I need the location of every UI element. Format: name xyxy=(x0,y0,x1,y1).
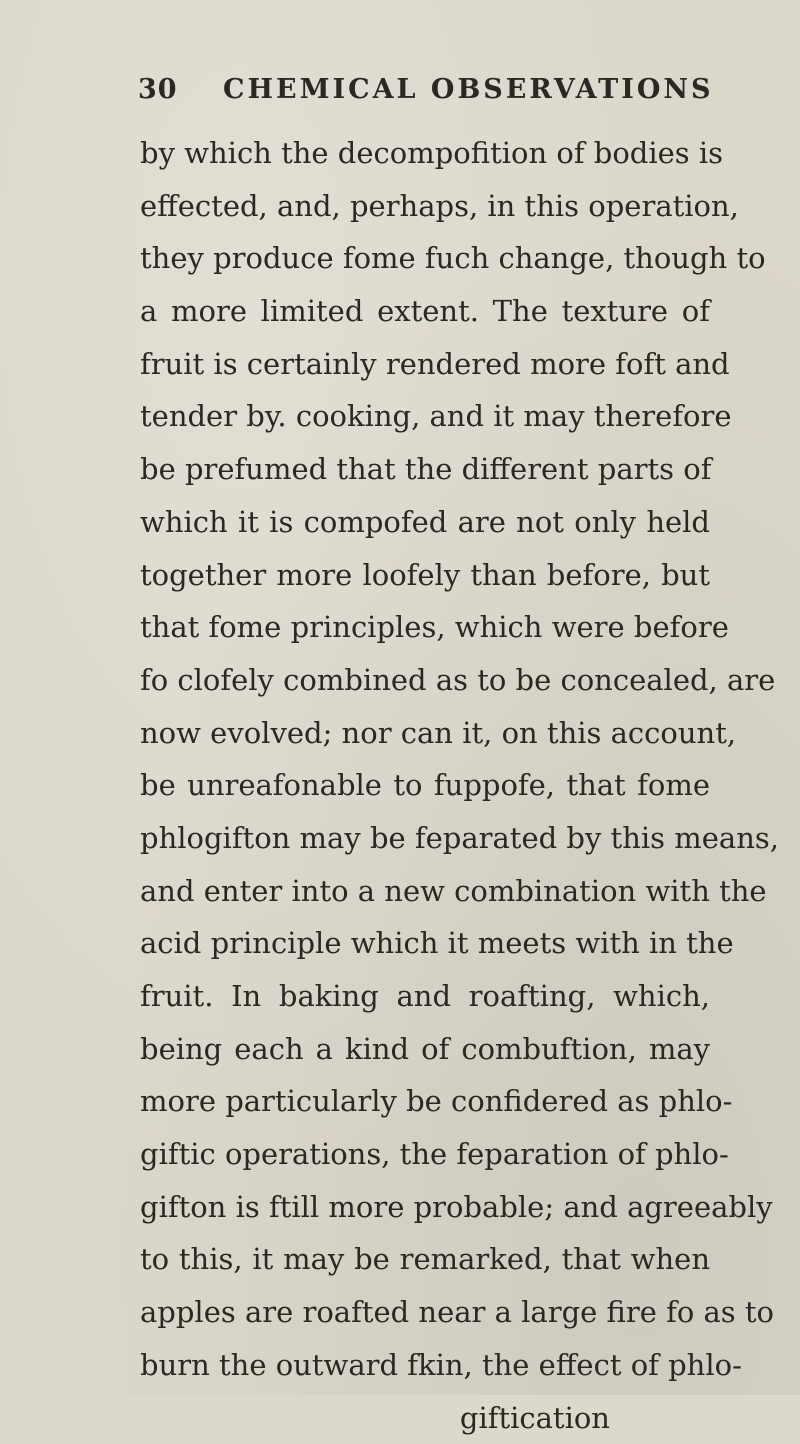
text-line: by which the decompofition of bodies is xyxy=(140,127,710,180)
text-line: being each a kind of combuftion, may xyxy=(140,1023,710,1076)
text-line: be prefumed that the different parts of xyxy=(140,443,710,496)
text-line: fruit is certainly rendered more foft and xyxy=(140,338,710,391)
catchword: giftication xyxy=(140,1392,710,1444)
text-line: fo clofely combined as to be concealed, are xyxy=(140,654,710,707)
text-line: which it is compofed are not only held xyxy=(140,496,710,549)
text-line: a more limited extent. The texture of xyxy=(140,285,710,338)
text-line: together more loofely than before, but xyxy=(140,549,710,602)
running-head: CHEMICAL OBSERVATIONS xyxy=(223,74,714,105)
text-line: acid principle which it meets with in the xyxy=(140,917,710,970)
text-line: now evolved; nor can it, on this account, xyxy=(140,707,710,760)
text-line: more particularly be confidered as phlo- xyxy=(140,1075,710,1128)
text-line: be unreafonable to fuppofe, that fome xyxy=(140,759,710,812)
text-line: giftic operations, the feparation of phlo- xyxy=(140,1128,710,1181)
text-line: they produce fome fuch change, though to xyxy=(140,232,710,285)
text-line: phlogifton may be feparated by this means, xyxy=(140,812,710,865)
text-line: and enter into a new combination with the xyxy=(140,865,710,918)
text-line: fruit. In baking and roafting, which, xyxy=(140,970,710,1023)
text-line: to this, it may be remarked, that when xyxy=(140,1233,710,1286)
text-line: gifton is ftill more probable; and agreeably xyxy=(140,1181,710,1234)
text-line: apples are roafted near a large fire fo as to xyxy=(140,1286,710,1339)
body-text xyxy=(140,127,710,1444)
page-header xyxy=(138,72,738,112)
text-line: effected, and, perhaps, in this operation, xyxy=(140,180,710,233)
text-line: that fome principles, which were before xyxy=(140,601,710,654)
text-line: tender by. cooking, and it may therefore xyxy=(140,390,710,443)
page-number: 30 xyxy=(138,74,178,105)
text-line: burn the outward fkin, the effect of phlo- xyxy=(140,1339,710,1392)
